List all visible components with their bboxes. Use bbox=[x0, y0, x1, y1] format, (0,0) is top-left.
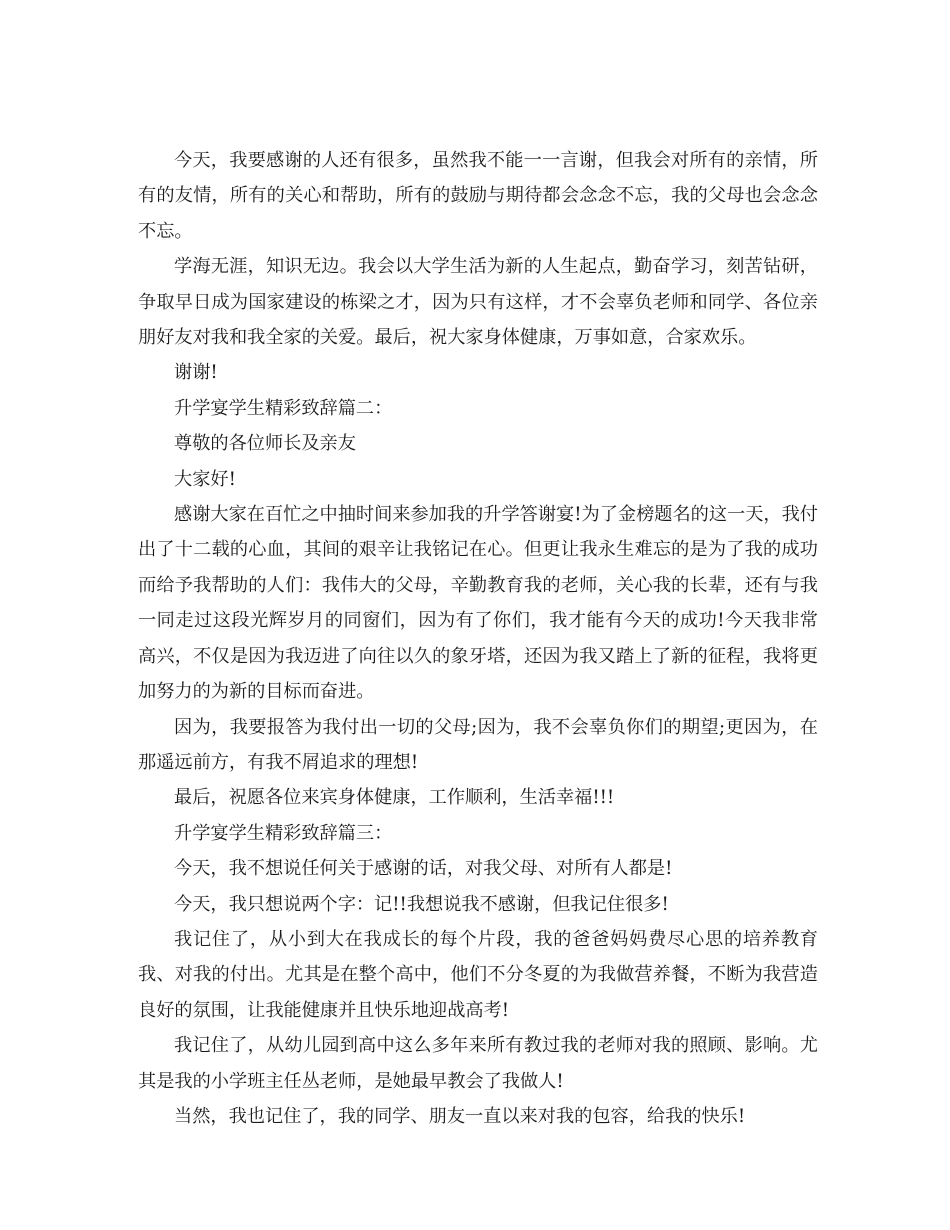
body-text bbox=[138, 143, 818, 1134]
salutation: 尊敬的各位师长及亲友 bbox=[174, 433, 356, 455]
paragraph-thank-you: 谢谢! bbox=[174, 362, 218, 384]
paragraph-thanks-many: 今天，我要感谢的人还有很多，虽然我不能一一言谢，但我会对所有的亲情，所有的友情，所有的关心和帮助，所有的鼓励与期待都会念念不忘，我的父母也会念念不忘。 bbox=[138, 150, 818, 242]
paragraph-because: 因为，我要报答为我付出一切的父母;因为，我不会辜负你们的期望;更因为，在那遥远前方，有我不屑追求的理想! bbox=[138, 716, 818, 773]
paragraph-remember: 今天，我只想说两个字：记!!我想说我不感谢，但我记住很多! bbox=[174, 893, 669, 915]
section-heading-part-two: 升学宴学生精彩致辞篇二： bbox=[174, 397, 393, 419]
paragraph-blessing: 最后，祝愿各位来宾身体健康，工作顺利，生活幸福!!! bbox=[174, 787, 615, 809]
paragraph-gratitude: 感谢大家在百忙之中抽时间来参加我的升学答谢宴!为了金榜题名的这一天，我付出了十二载的心血，其间的艰辛让我铭记在心。但更让我永生难忘的是为了我的成功而给予我帮助的人们：我伟大的父母，辛勤教育我的老师，关心我的长辈，还有与我一同走过这段光辉岁月的同窗们，因为有了你们，我才能有今天的成功!今天我非常高兴，不仅是因为我迈进了向往以久的象牙塔，还因为我又踏上了新的征程，我将更加努力的为新的目标而奋进。 bbox=[138, 504, 818, 703]
paragraph-learning: 学海无涯，知识无边。我会以大学生活为新的人生起点，勤奋学习，刻苦钻研，争取早日成为国家建设的栋梁之才，因为只有这样，才不会辜负老师和同学、各位亲朋好友对我和我全家的关爱。最后，祝大家身体健康，万事如意，合家欢乐。 bbox=[138, 256, 818, 349]
paragraph-remember-parents: 我记住了，从小到大在我成长的每个片段，我的爸爸妈妈费尽心思的培养教育我、对我的付出。尤其是在整个高中，他们不分冬夏的为我做营养餐，不断为我营造良好的氛围，让我能健康并且快乐地迎战高考! bbox=[138, 928, 818, 1021]
section-heading-part-three: 升学宴学生精彩致辞篇三： bbox=[174, 822, 393, 844]
greeting: 大家好! bbox=[174, 468, 236, 490]
paragraph-remember-teachers: 我记住了，从幼儿园到高中这么多年来所有教过我的老师对我的照顾、影响。尤其是我的小学班主任丛老师，是她最早教会了我做人! bbox=[138, 1035, 818, 1092]
paragraph-remember-friends: 当然，我也记住了，我的同学、朋友一直以来对我的包容，给我的快乐! bbox=[174, 1105, 746, 1127]
paragraph-no-thanks: 今天，我不想说任何关于感谢的话，对我父母、对所有人都是! bbox=[174, 858, 673, 880]
